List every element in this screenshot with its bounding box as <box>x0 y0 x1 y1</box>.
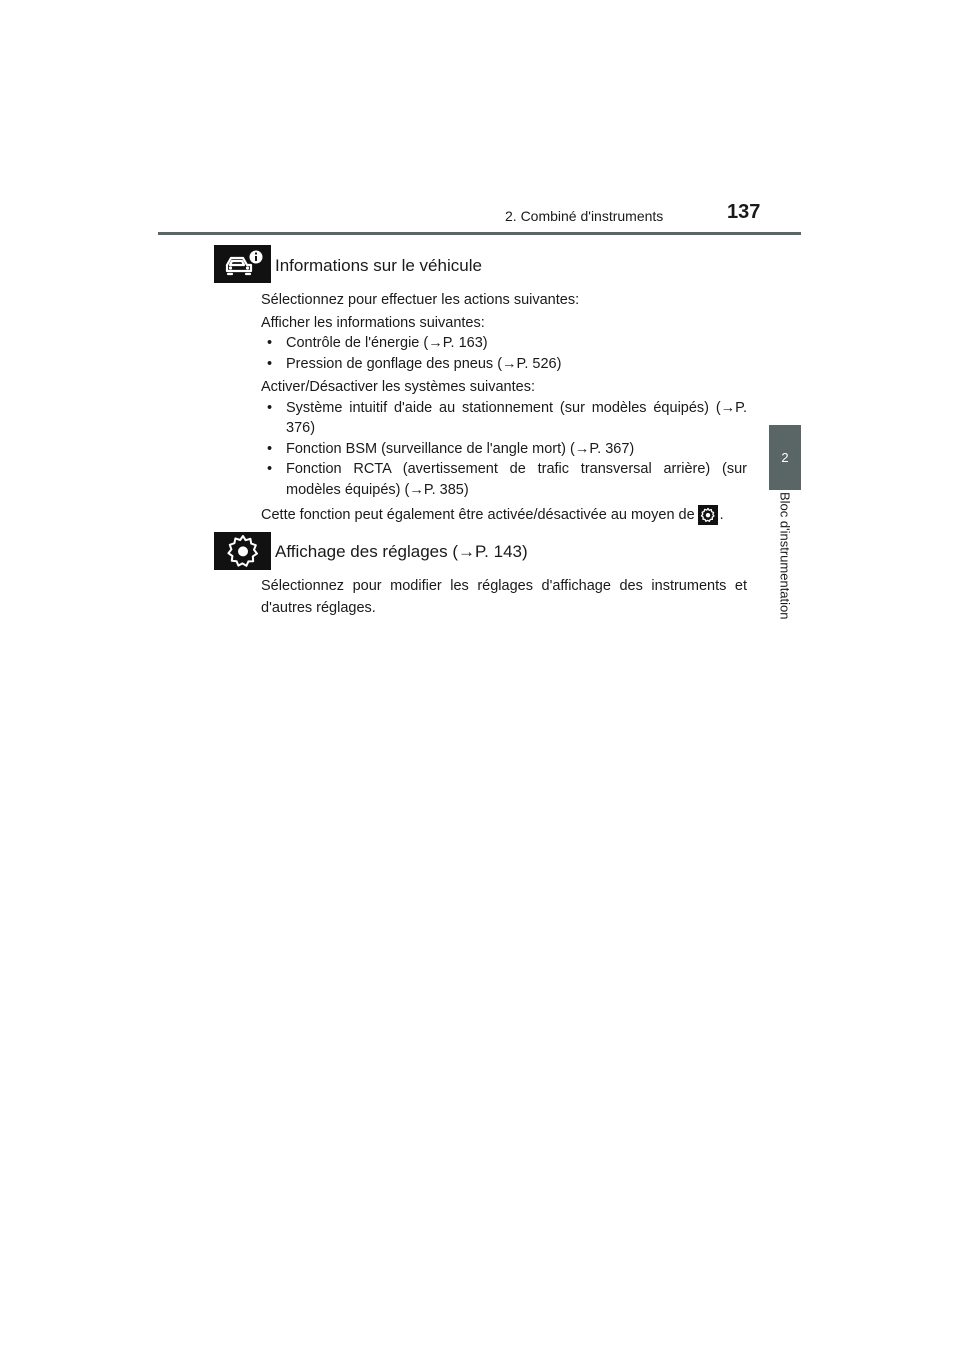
list-item-display-2: • Pression de gonflage des pneus (→P. 526) <box>267 354 747 375</box>
chapter-number: 2 <box>781 450 789 465</box>
car-info-icon <box>214 245 271 283</box>
running-header-section: 2. Combiné d'instruments <box>505 208 664 224</box>
note-text-after: . <box>719 507 724 523</box>
gear-icon-inline <box>698 505 718 525</box>
list-item-toggle-2: • Fonction BSM (surveillance de l'angle mort) (→P. 367) <box>267 439 747 460</box>
list-item-toggle-1: • Système intuitif d'aide au stationnement (sur modèles équipés) (→P. 376) <box>267 398 747 439</box>
list-item-toggle-3: • Fonction RCTA (avertissement de trafic transversal arrière) (sur modèles équipés) (→P. 385) <box>267 459 747 500</box>
chapter-title: Bloc d'instrumentation <box>777 492 793 620</box>
toggle-label: Activer/Désactiver les systèmes suivantes: <box>261 379 535 395</box>
display-label: Afficher les informations suivantes: <box>261 314 485 331</box>
settings-description: Sélectionnez pour modifier les réglages d'affichage des instruments et d'autres réglages. <box>261 578 747 616</box>
chapter-number-tab <box>769 425 801 490</box>
note-text-before: Cette fonction peut également être activée/désactivée au moyen de <box>261 507 695 523</box>
page-number: 137 <box>727 201 761 223</box>
list-item-display-1: • Contrôle de l'énergie (→P. 163) <box>267 333 747 354</box>
section-title-display-settings: Affichage des réglages (→P. 143) <box>275 542 528 561</box>
section-title-vehicle-info: Informations sur le véhicule <box>275 256 482 275</box>
note-text <box>261 505 747 526</box>
chapter-title-tab <box>769 490 801 635</box>
side-tab-spacer <box>769 236 801 431</box>
section-body-vehicle-info <box>261 290 747 526</box>
intro-text: Sélectionnez pour effectuer les actions suivantes: <box>261 292 580 308</box>
gear-icon <box>214 532 271 570</box>
header-rule <box>158 232 801 235</box>
